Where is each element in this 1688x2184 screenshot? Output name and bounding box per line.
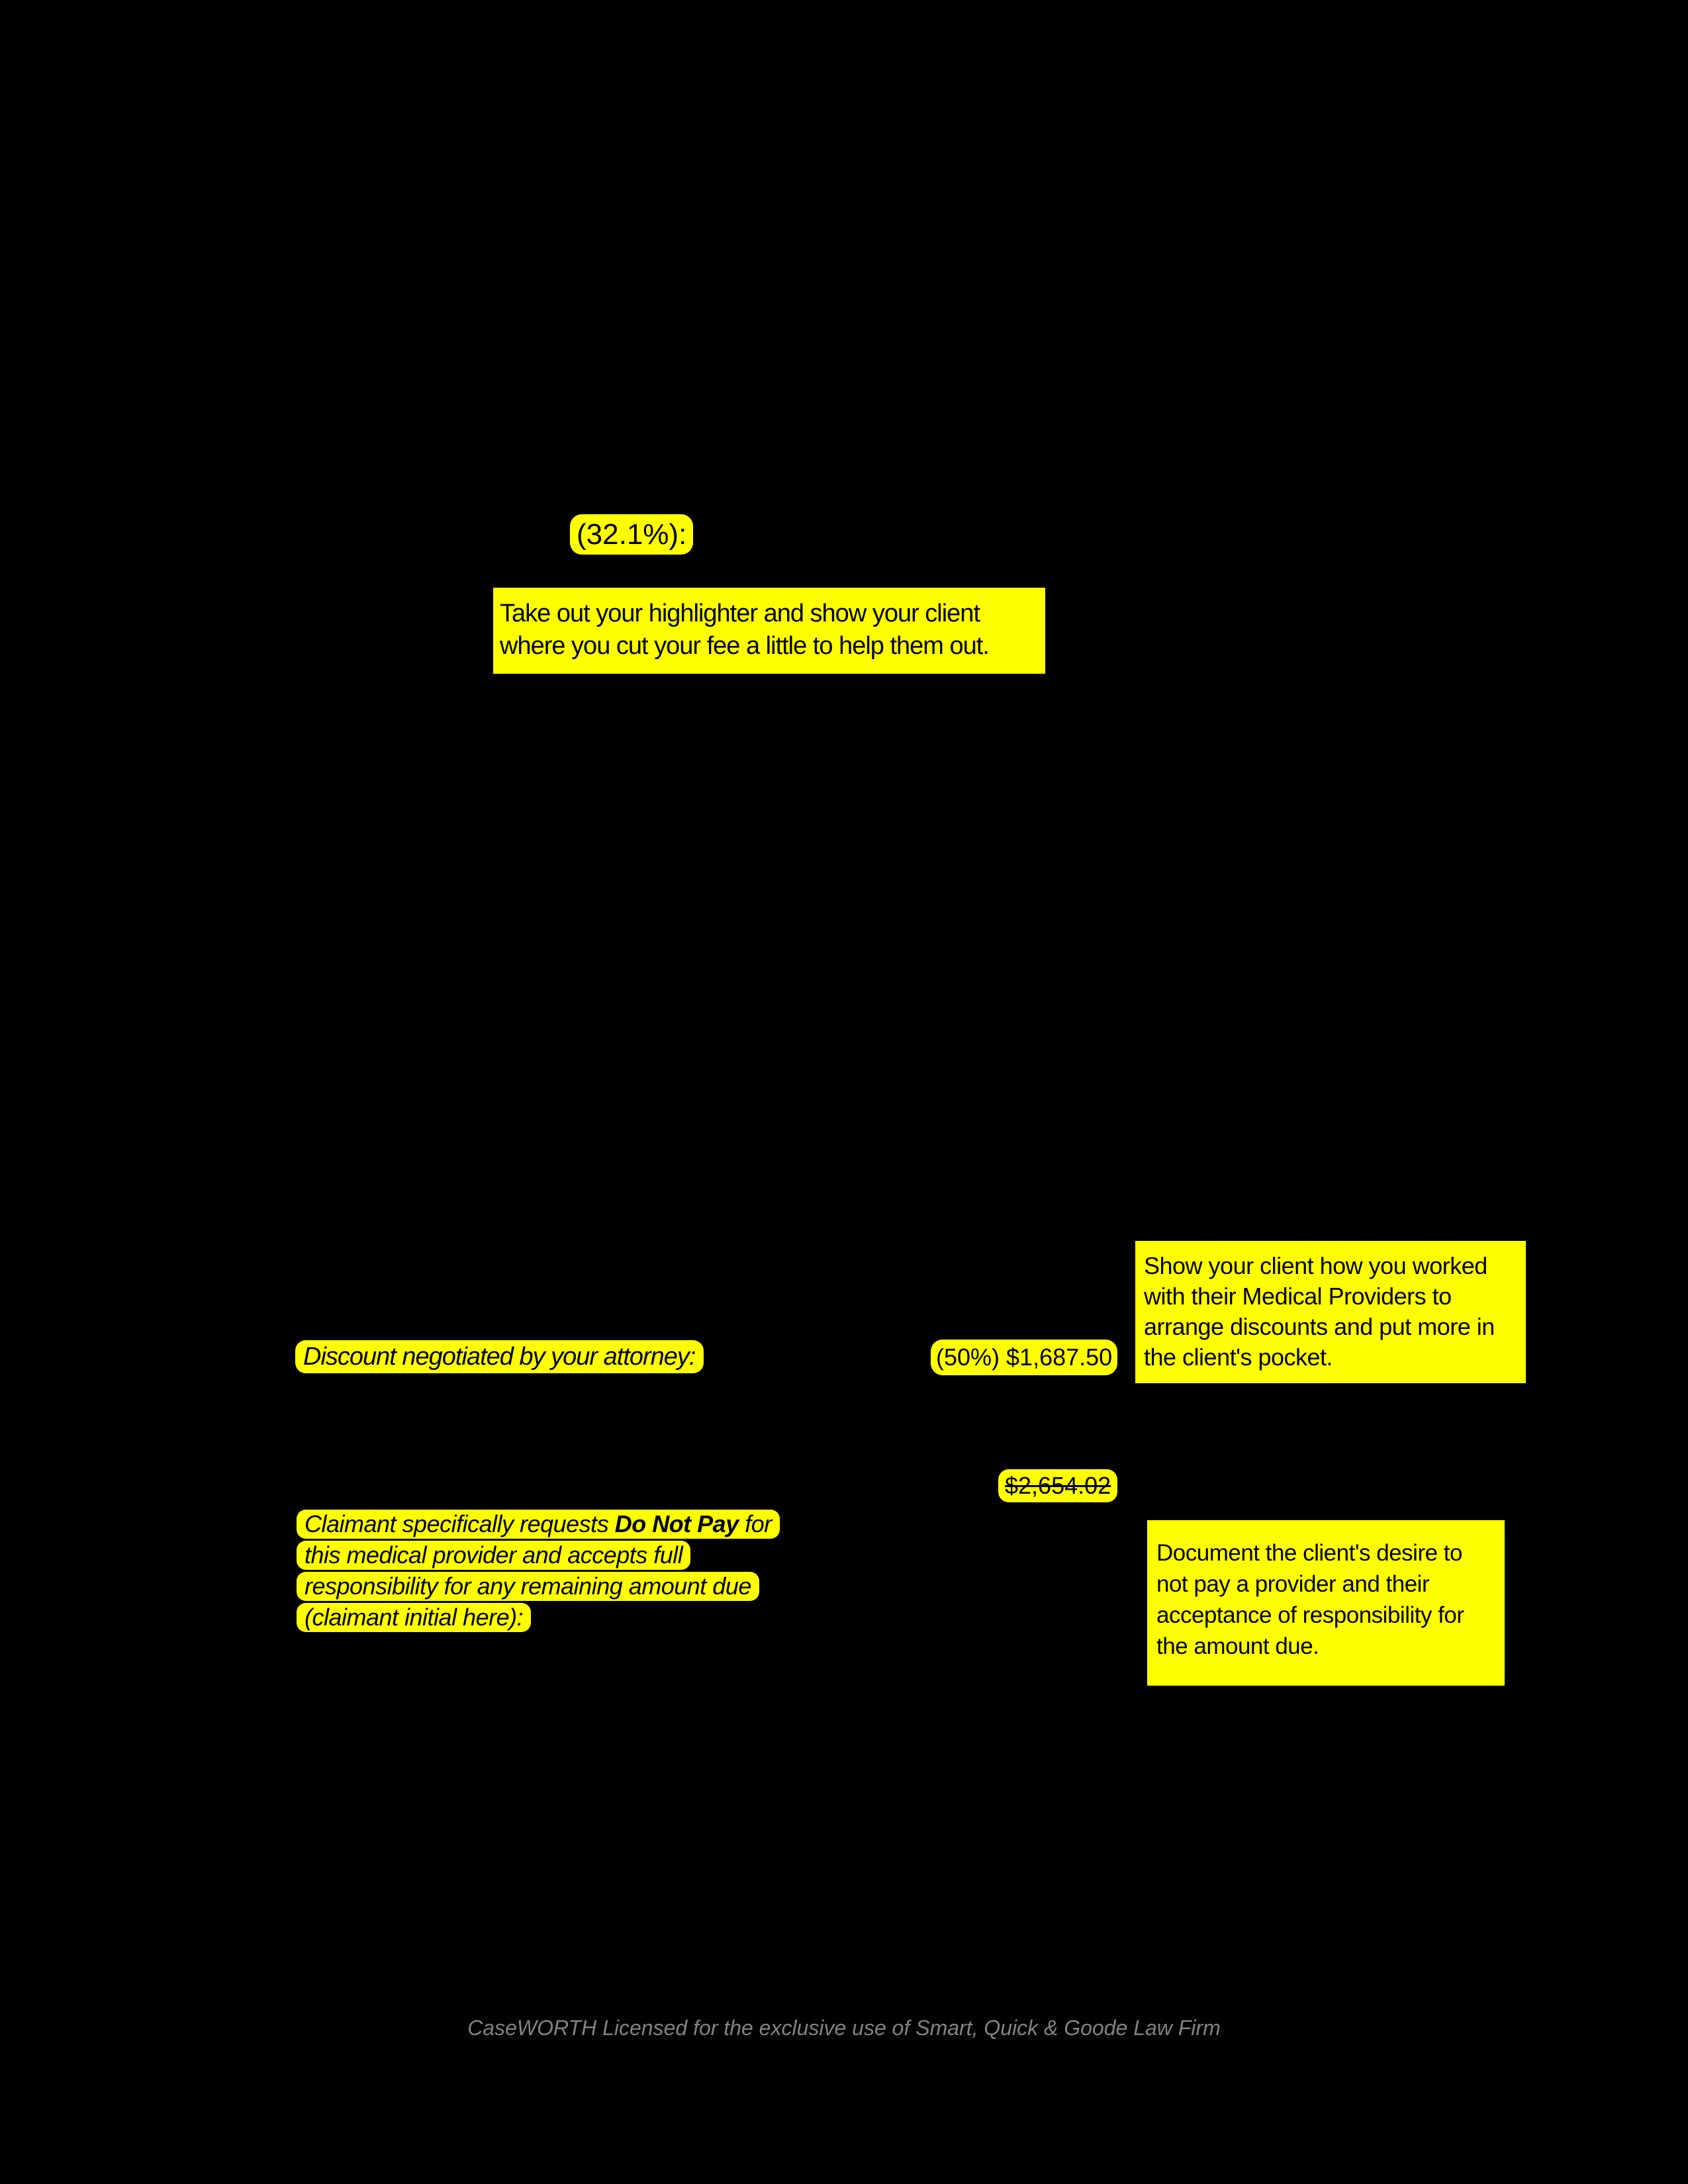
provider-discount-callout-line: the client's pocket. bbox=[1144, 1343, 1333, 1371]
claimant-request-line: this medical provider and accepts full bbox=[297, 1541, 690, 1570]
claimant-request-line: (claimant initial here): bbox=[297, 1603, 531, 1632]
provider-discount-callout-line: with their Medical Providers to bbox=[1144, 1283, 1452, 1310]
license-footer-text: CaseWORTH Licensed for the exclusive use of Smart, Quick & Goode Law Firm bbox=[467, 2016, 1221, 2040]
fee-cut-callout-note bbox=[493, 588, 1045, 674]
do-not-pay-callout-line: not pay a provider and their bbox=[1156, 1571, 1430, 1597]
struck-balance-amount-highlight: $2,654.02 bbox=[998, 1469, 1117, 1502]
claimant-request-line: responsibility for any remaining amount due bbox=[297, 1572, 759, 1601]
discount-amount-highlight: (50%) $1,687.50 bbox=[931, 1340, 1117, 1375]
fee-cut-callout-line: Take out your highlighter and show your client bbox=[500, 600, 980, 627]
provider-discount-callout-note bbox=[1135, 1241, 1526, 1383]
discount-negotiated-label-highlight: Discount negotiated by your attorney: bbox=[295, 1340, 704, 1373]
do-not-pay-callout-line: acceptance of responsibility for bbox=[1156, 1602, 1464, 1628]
do-not-pay-callout-note bbox=[1147, 1520, 1505, 1686]
do-not-pay-callout-line: Document the client's desire to bbox=[1156, 1540, 1462, 1566]
claimant-request-text: Claimant specifically requests bbox=[305, 1510, 615, 1537]
attorney-fee-percent-highlight: (32.1%): bbox=[570, 514, 693, 555]
provider-discount-callout-line: Show your client how you worked bbox=[1144, 1252, 1487, 1279]
claimant-request-line bbox=[297, 1510, 780, 1539]
fee-cut-callout-line: where you cut your fee a little to help them out. bbox=[500, 632, 989, 660]
do-not-pay-bold-text: Do Not Pay bbox=[614, 1510, 739, 1537]
provider-discount-callout-line: arrange discounts and put more in bbox=[1144, 1313, 1495, 1340]
claimant-do-not-pay-request-highlight bbox=[297, 1510, 780, 1634]
do-not-pay-callout-line: the amount due. bbox=[1156, 1633, 1319, 1659]
claimant-request-text: for bbox=[738, 1510, 772, 1537]
